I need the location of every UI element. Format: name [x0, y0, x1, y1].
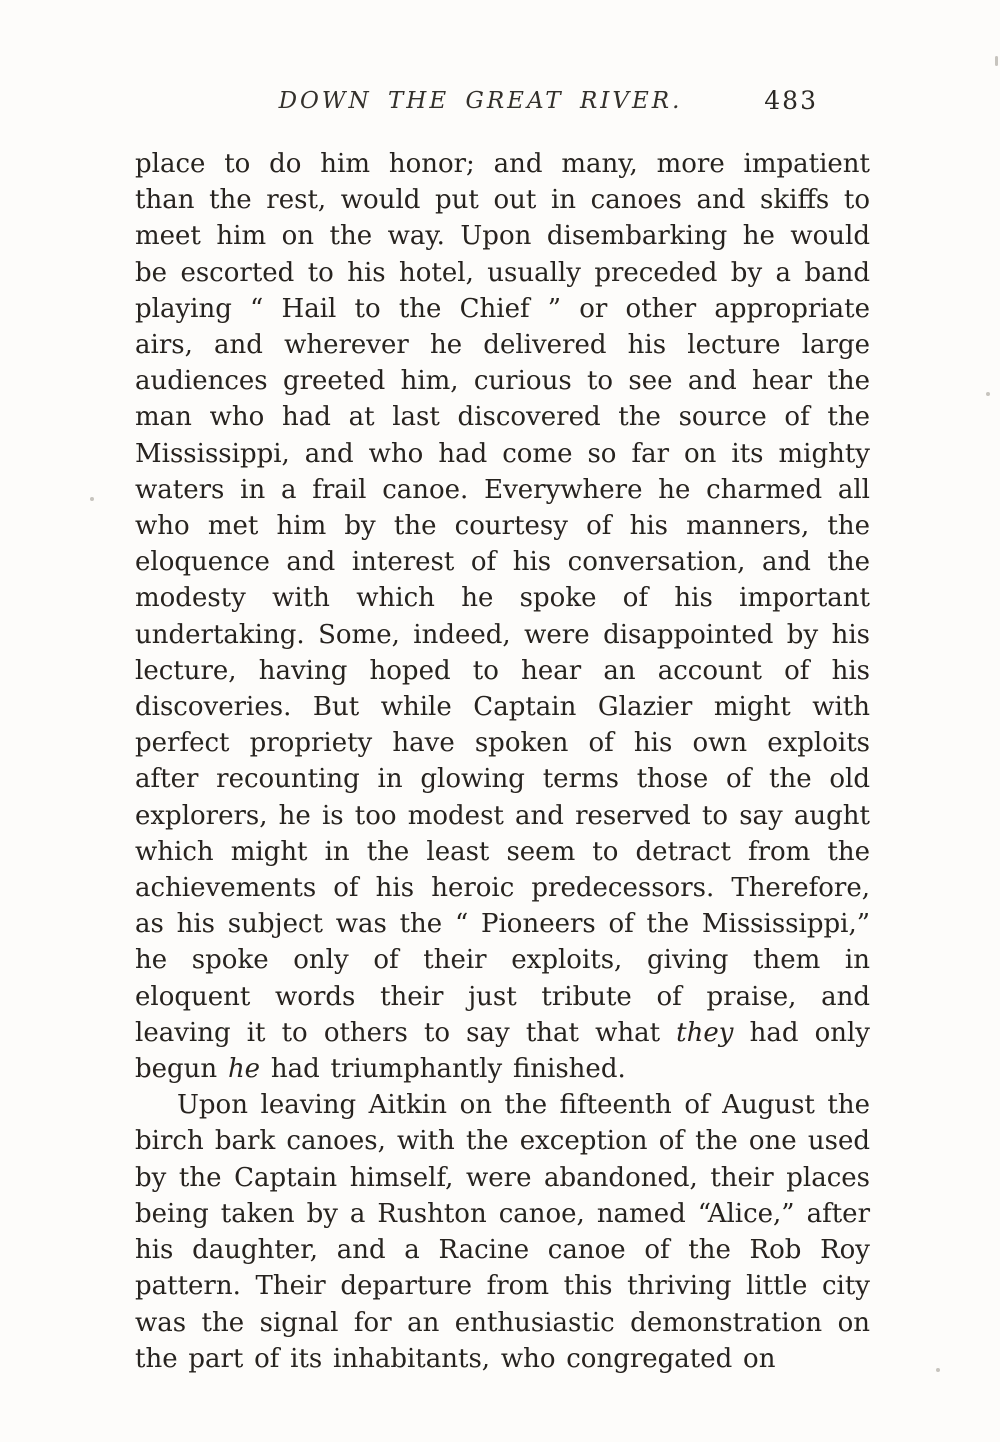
text-run: place to do him honor; and many, more impatient than the rest, would put out in canoes and skiffs to meet him on the way. Upon disembarking he would be escorted to his hotel, usually preceded by a band playing “ Hail to the Chief ” or other appropriate airs, and wherever he delivered his lecture large audiences greeted him, curious to see and hear the man who had at last discovered the source of the Mississippi, and who had come so far on its mighty waters in a frail canoe. Everywhere he charmed all who met him by the courtesy of his manners, the eloquence and interest of his conversation, and the modesty with which he spoke of his important undertaking. Some, indeed, were disappointed by his lecture, having hoped to hear an account of his discoveries. But while Captain Glazier might with perfect propriety have spoken of his own exploits after recounting in glowing terms those of the old explorers, he is too modest and reserved to say aught which might in the least seem to detract from the achievements of his heroic predecessors. Therefore, as his subject was the “ Pioneers of the Mississippi,” he spoke only of their exploits, giving them in eloquent words their just tribute of praise, and leaving it to others to say that what	[135, 149, 870, 1048]
scan-speck	[986, 392, 990, 396]
italic-text-run: they	[676, 1017, 734, 1048]
italic-text-run: he	[227, 1054, 261, 1085]
text-run: had only begun	[135, 1017, 870, 1085]
scan-speck	[995, 56, 998, 66]
scan-speck	[90, 497, 94, 501]
running-title: DOWN THE GREAT RIVER.	[278, 88, 683, 114]
paragraph	[135, 146, 870, 1087]
page-body	[135, 146, 870, 1377]
page-header	[135, 88, 870, 128]
paragraph	[135, 1087, 870, 1377]
page-number: 483	[764, 86, 818, 115]
text-run: Upon leaving Aitkin on the fifteenth of August the birch bark canoes, with the exception of the one used by the Captain himself, were abandoned, their places being taken by a Rushton canoe, named “Alice,” after his daughter, and a Racine canoe of the Rob Roy pattern. Their departure from this thriving little city was the signal for an enthusiastic demonstration on the part of its inhabitants, who congregated on	[135, 1090, 870, 1374]
text-run: had triumphantly finished.	[260, 1054, 626, 1085]
scan-speck	[936, 1368, 940, 1372]
